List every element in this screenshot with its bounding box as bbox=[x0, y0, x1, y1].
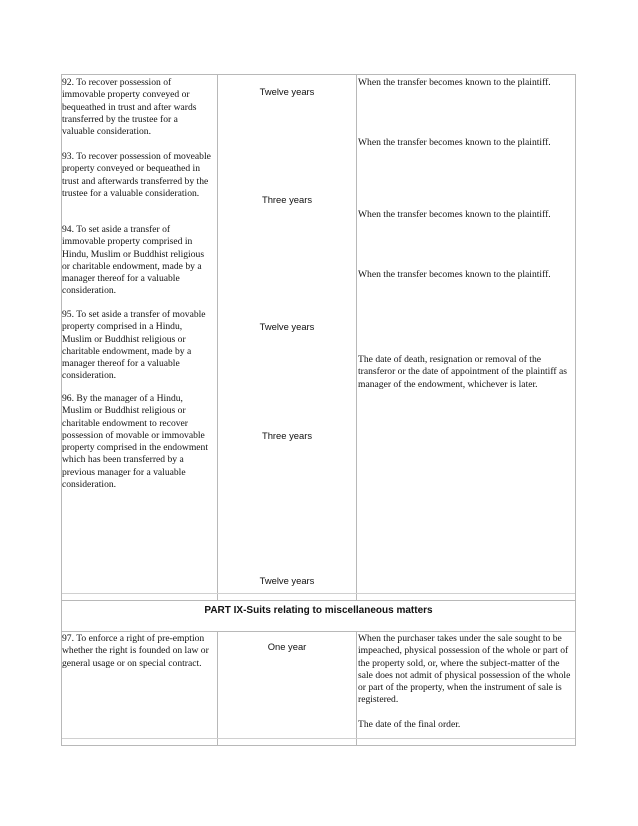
row-divider-1 bbox=[62, 593, 575, 594]
article-93: 93. To recover possession of moveable property conveyed or bequeathed in trust and afterwards transferred by the trustee for a valuable consideration. bbox=[62, 151, 211, 199]
period-96: Twelve years bbox=[259, 575, 315, 586]
time-from-94: When the transfer becomes known to the plaintiff. bbox=[358, 209, 551, 220]
row-divider-3 bbox=[62, 631, 575, 632]
article-96: 96. By the manager of a Hindu, Muslim or Buddhist religious or charitable endowment to recover possession of movable or immovable property comprised in the endowment which has been transferred by a previous manager for a valuable consideration. bbox=[62, 393, 209, 491]
time-from-97: When the purchaser takes under the sale sought to be impeached, physical possession of the whole or part of the property sold, or, where the subject-matter of the sale does not admit of physical possession of the whole or part of the property, when the instrument of sale is registered. bbox=[358, 633, 571, 706]
period-95: Three years bbox=[261, 430, 313, 441]
time-from-93: When the transfer becomes known to the plaintiff. bbox=[358, 137, 551, 148]
limitation-table bbox=[61, 74, 576, 746]
column-divider-4 bbox=[356, 631, 357, 745]
row-divider-4 bbox=[62, 738, 575, 739]
period-93: Three years bbox=[261, 194, 313, 205]
period-94: Twelve years bbox=[259, 321, 315, 332]
article-92: 92. To recover possession of immovable property conveyed or bequeathed in trust and after wards transferred by the trustee for a valuable consideration. bbox=[62, 77, 197, 138]
row-divider-2 bbox=[62, 600, 575, 601]
article-97: 97. To enforce a right of pre-emption whether the right is founded on law or general usage or on special contract. bbox=[62, 633, 209, 669]
time-from-92: When the transfer becomes known to the plaintiff. bbox=[358, 77, 551, 88]
column-divider-2 bbox=[356, 75, 357, 600]
time-from-95: When the transfer becomes known to the plaintiff. bbox=[358, 269, 551, 280]
time-from-96: The date of death, resignation or removal of the transferor or the date of appointment of the plaintiff as manager of the endowment, whichever is later. bbox=[358, 354, 567, 390]
period-97: One year bbox=[267, 641, 307, 652]
article-94: 94. To set aside a transfer of immovable property comprised in Hindu, Muslim or Buddhist religious or charitable endowment, made by a manager thereof for a valuable consideration. bbox=[62, 224, 205, 297]
period-92: Twelve years bbox=[259, 86, 315, 97]
column-divider-1 bbox=[217, 75, 218, 600]
time-from-97-final-order: The date of the final order. bbox=[358, 719, 461, 730]
part-ix-heading: PART IX-Suits relating to miscellaneous matters bbox=[204, 605, 433, 616]
article-95: 95. To set aside a transfer of movable property comprised in a Hindu, Muslim or Buddhist religious or charitable endowment, made by a manager thereof for a valuable consideration. bbox=[62, 309, 206, 382]
